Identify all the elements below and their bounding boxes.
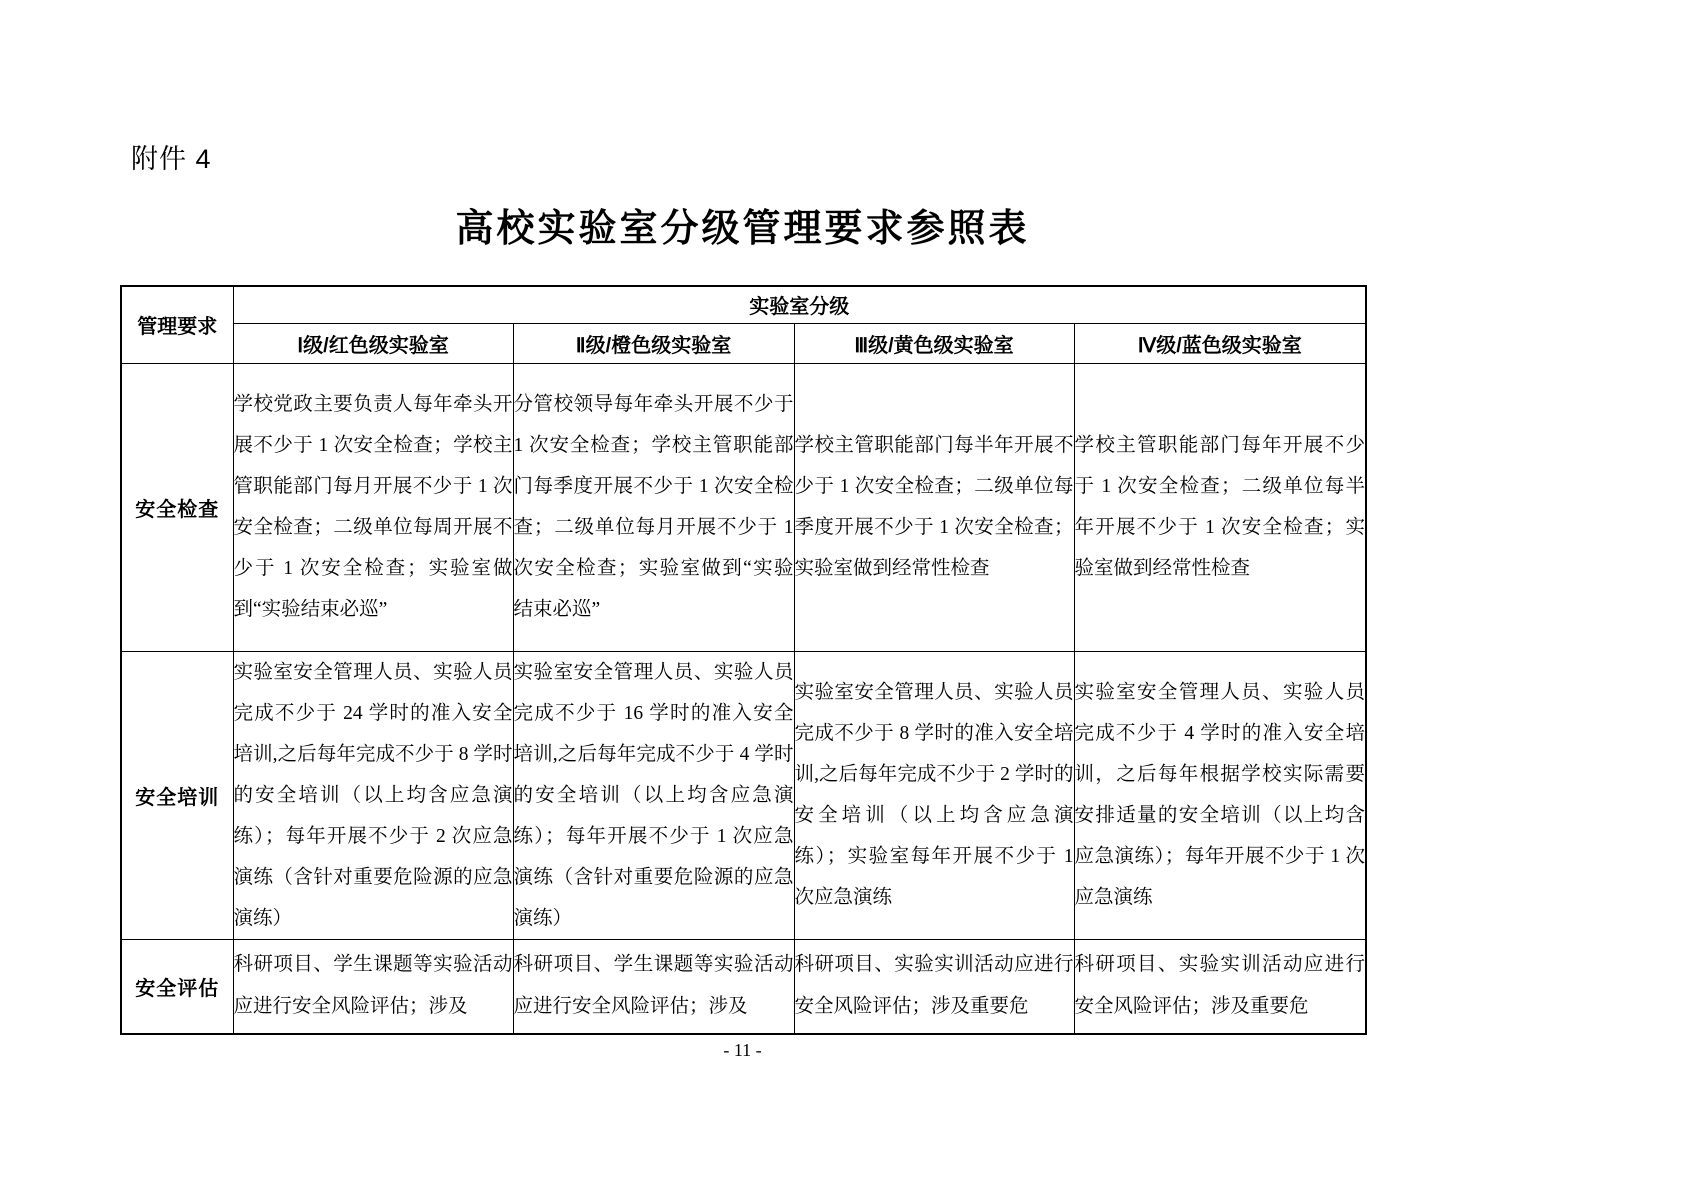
table-header-row-group	[121, 286, 1366, 323]
cell-assessment-level-4	[1074, 939, 1366, 1034]
cell-training-level-2: 实验室安全管理人员、实验人员完成不少于 16 学时的准入安全培训,之后每年完成不少于 4 学时的安全培训（以上均含应急演练）；每年开展不少于 1 次应急演练（含针对重要危险源的应急演练）	[513, 651, 794, 939]
cell-text: 科研项目、学生课题等实验活动应进行安全风险评估；涉及	[513, 954, 794, 1018]
row-label-safety-assessment: 安全评估	[121, 939, 233, 1034]
table-row-safety-training	[121, 651, 1366, 939]
attachment-label: 附件 4	[131, 144, 212, 174]
cell-training-level-3: 实验室安全管理人员、实验人员完成不少于 8 学时的准入安全培训,之后每年完成不少于 2 学时的安全培训（以上均含应急演练）；实验室每年开展不少于 1 次应急演练	[794, 651, 1074, 939]
cell-assessment-level-2	[513, 939, 794, 1034]
table-row-safety-assessment	[121, 939, 1366, 1034]
cell-training-level-4: 实验室安全管理人员、实验人员完成不少于 4 学时的准入安全培训，之后每年根据学校实际需要安排适量的安全培训（以上均含应急演练）；每年开展不少于 1 次应急演练	[1074, 651, 1366, 939]
cell-assessment-level-1	[233, 939, 513, 1034]
cell-text: 科研项目、实验实训活动应进行安全风险评估；涉及重要危	[794, 954, 1074, 1018]
cell-text: 科研项目、实验实训活动应进行安全风险评估；涉及重要危	[1074, 954, 1365, 1018]
level-header-cell-3: Ⅲ级/黄色级实验室	[794, 323, 1074, 363]
cell-training-level-1: 实验室安全管理人员、实验人员完成不少于 24 学时的准入安全培训,之后每年完成不少于 8 学时的安全培训（以上均含应急演练）；每年开展不少于 2 次应急演练（含针对重要危险源的应急演练）	[233, 651, 513, 939]
table-container	[120, 285, 1367, 1035]
table-header-row-levels	[121, 323, 1366, 363]
row-label-safety-inspection: 安全检查	[121, 363, 233, 651]
level-header-cell-1: Ⅰ级/红色级实验室	[233, 323, 513, 363]
page-number: - 11 -	[723, 1040, 762, 1060]
page-title: 高校实验室分级管理要求参照表	[455, 208, 1030, 250]
cell-inspection-level-2: 分管校领导每年牵头开展不少于 1 次安全检查；学校主管职能部门每季度开展不少于 1 次安全检查；二级单位每月开展不少于 1 次安全检查；实验室做到“实验结束必巡”	[513, 363, 794, 651]
level-header-cell-4: Ⅳ级/蓝色级实验室	[1074, 323, 1366, 363]
corner-header-cell: 管理要求	[121, 286, 233, 363]
row-label-safety-training: 安全培训	[121, 651, 233, 939]
lab-grading-table	[120, 285, 1367, 1035]
group-header-cell: 实验室分级	[233, 286, 1366, 323]
cell-inspection-level-4: 学校主管职能部门每年开展不少于 1 次安全检查；二级单位每半年开展不少于 1 次安全检查；实验室做到经常性检查	[1074, 363, 1366, 651]
cell-text: 科研项目、学生课题等实验活动应进行安全风险评估；涉及	[233, 954, 513, 1018]
level-header-cell-2: Ⅱ级/橙色级实验室	[513, 323, 794, 363]
cell-inspection-level-1: 学校党政主要负责人每年牵头开展不少于 1 次安全检查；学校主管职能部门每月开展不少于 1 次安全检查；二级单位每周开展不少于 1 次安全检查；实验室做到“实验结束必巡”	[233, 363, 513, 651]
cell-inspection-level-3: 学校主管职能部门每半年开展不少于 1 次安全检查；二级单位每季度开展不少于 1 次安全检查；实验室做到经常性检查	[794, 363, 1074, 651]
table-row-safety-inspection	[121, 363, 1366, 651]
cell-assessment-level-3	[794, 939, 1074, 1034]
